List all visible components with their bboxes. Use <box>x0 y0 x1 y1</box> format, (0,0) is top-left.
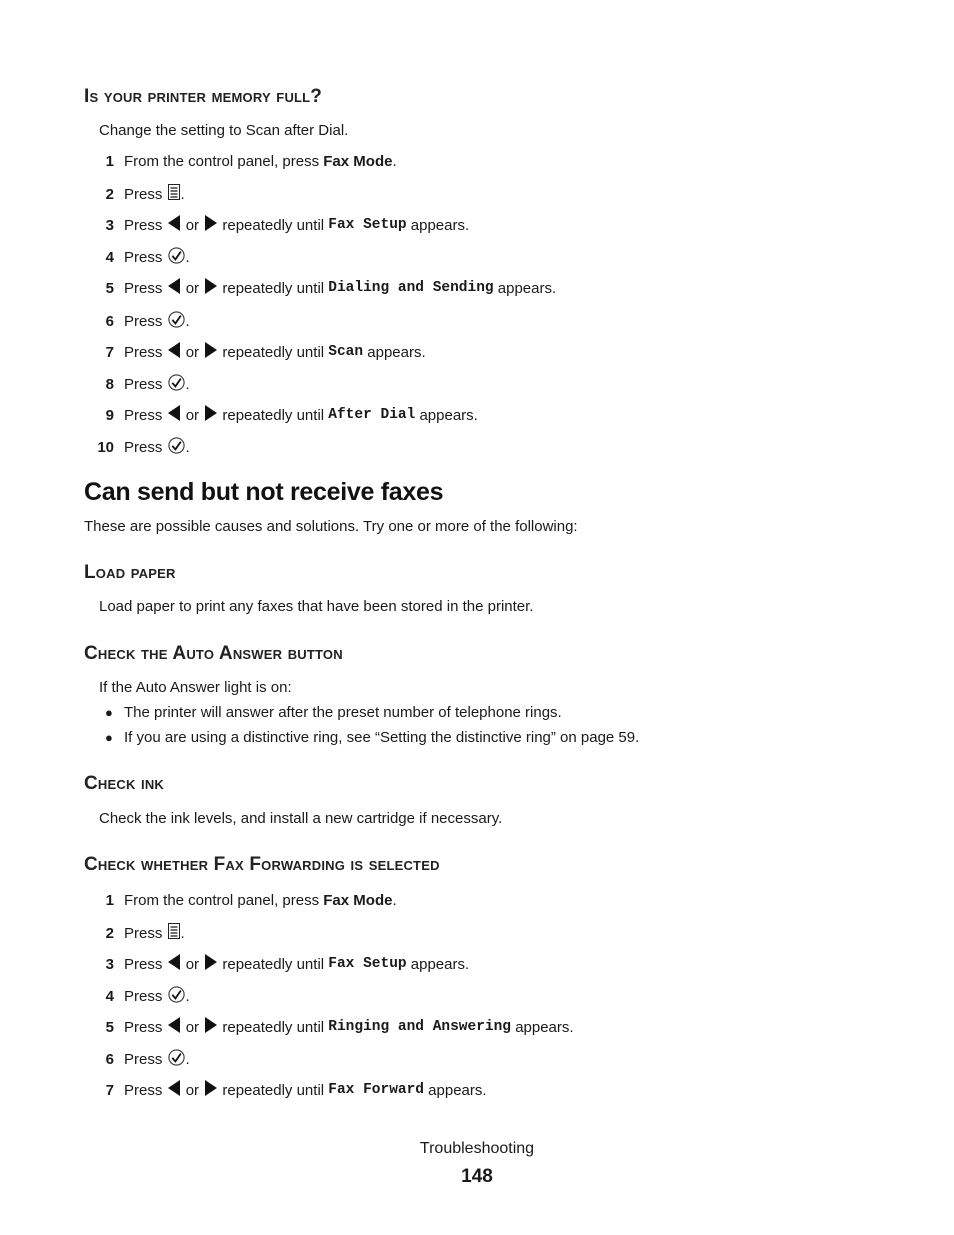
memory-step-7 <box>90 342 426 362</box>
step-text: appears. <box>367 343 426 361</box>
step-number: 9 <box>105 406 114 424</box>
step-or: or <box>185 279 200 297</box>
list-item <box>105 704 562 721</box>
step-number: 6 <box>105 1051 114 1068</box>
step-text: From the control panel, press <box>124 153 324 170</box>
memory-intro: Change the setting to Scan after Dial. <box>99 122 349 139</box>
right-arrow-icon <box>204 278 217 298</box>
load-paper-text: Load paper to print any faxes that have been stored in the printer. <box>99 598 534 615</box>
step-text: . <box>392 892 397 909</box>
right-arrow-icon <box>204 215 217 235</box>
auto-answer-intro: If the Auto Answer light is on: <box>99 679 292 696</box>
step-or: or <box>185 1081 200 1099</box>
memory-step-3 <box>90 215 469 235</box>
left-arrow-icon <box>168 1080 181 1100</box>
left-arrow-icon <box>168 954 181 974</box>
step-text: repeatedly until <box>222 279 325 297</box>
left-arrow-icon <box>168 1017 181 1037</box>
step-or: or <box>185 216 200 234</box>
memory-step-6 <box>90 311 190 332</box>
right-arrow-icon <box>204 1080 217 1100</box>
menu-option: Fax Forward <box>328 1082 424 1098</box>
select-check-icon <box>168 986 185 1007</box>
step-text: Press <box>124 439 167 456</box>
left-arrow-icon <box>168 405 181 425</box>
step-text: . <box>185 376 190 393</box>
step-number: 3 <box>105 955 114 973</box>
step-text: Press <box>124 955 167 973</box>
step-text: Press <box>124 1081 167 1099</box>
select-check-icon <box>168 1049 185 1070</box>
step-text: From the control panel, press <box>124 892 324 909</box>
step-text: appears. <box>410 216 470 234</box>
select-check-icon <box>168 247 185 268</box>
step-text: . <box>185 313 190 330</box>
forward-step-2 <box>90 923 185 943</box>
step-text: Press <box>124 406 167 424</box>
forward-step-7 <box>90 1080 487 1100</box>
bullet-icon: ● <box>105 730 113 745</box>
step-text: repeatedly until <box>222 216 325 234</box>
forward-step-3 <box>90 954 469 974</box>
step-text: Press <box>124 279 167 297</box>
forward-step-4 <box>90 986 190 1007</box>
step-text: repeatedly until <box>222 955 325 973</box>
menu-option: Fax Setup <box>328 217 407 233</box>
step-number: 4 <box>105 988 114 1005</box>
bullet-text: If you are using a distinctive ring, see “Setting the distinctive ring” on page 59. <box>124 729 640 746</box>
step-number: 8 <box>105 376 114 393</box>
step-number: 5 <box>105 279 114 297</box>
heading-fax-forwarding: Check whether Fax Forwarding is selected <box>84 854 440 875</box>
step-number: 1 <box>105 892 114 909</box>
menu-icon <box>168 923 180 943</box>
step-or: or <box>185 343 200 361</box>
step-text: . <box>185 1051 190 1068</box>
right-arrow-icon <box>204 405 217 425</box>
step-number: 7 <box>105 343 114 361</box>
menu-option: Fax Setup <box>328 956 407 972</box>
step-text: Press <box>124 924 167 942</box>
step-text: Press <box>124 1018 167 1036</box>
heading-memory-full: Is your printer memory full? <box>84 86 323 107</box>
step-number: 1 <box>105 153 114 170</box>
bullet-icon: ● <box>105 705 113 720</box>
step-text: repeatedly until <box>222 1018 325 1036</box>
menu-option: Ringing and Answering <box>328 1019 512 1035</box>
memory-step-5 <box>90 278 556 298</box>
memory-step-8 <box>90 374 190 395</box>
memory-step-1 <box>90 153 397 170</box>
step-text: . <box>180 924 185 942</box>
menu-option: Scan <box>328 344 364 360</box>
step-number: 5 <box>105 1018 114 1036</box>
select-check-icon <box>168 311 185 332</box>
step-number: 6 <box>105 313 114 330</box>
step-text: appears. <box>497 279 557 297</box>
menu-icon <box>168 184 180 204</box>
right-arrow-icon <box>204 1017 217 1037</box>
step-text: appears. <box>428 1081 487 1099</box>
step-text: Press <box>124 376 167 393</box>
heading-load-paper: Load paper <box>84 562 176 583</box>
menu-option: Dialing and Sending <box>328 280 494 296</box>
fax-mode-label: Fax Mode <box>323 153 393 170</box>
page-title: Can send but not receive faxes <box>84 478 444 506</box>
footer-section-label: Troubleshooting <box>419 1140 535 1157</box>
step-text: Press <box>124 185 167 203</box>
fax-mode-label: Fax Mode <box>323 892 393 909</box>
step-text: appears. <box>419 406 478 424</box>
left-arrow-icon <box>168 215 181 235</box>
step-text: . <box>392 153 397 170</box>
forward-step-1 <box>90 892 397 909</box>
step-number: 10 <box>97 439 114 456</box>
step-number: 3 <box>105 216 114 234</box>
step-text: repeatedly until <box>222 406 325 424</box>
step-text: . <box>180 185 185 203</box>
bullet-text: The printer will answer after the preset number of telephone rings. <box>124 704 562 721</box>
page-number: 148 <box>461 1166 493 1187</box>
check-ink-text: Check the ink levels, and install a new cartridge if necessary. <box>99 810 503 827</box>
step-text: . <box>185 439 190 456</box>
step-text: appears. <box>515 1018 574 1036</box>
left-arrow-icon <box>168 278 181 298</box>
step-text: appears. <box>410 955 470 973</box>
memory-step-10 <box>90 437 190 458</box>
step-text: repeatedly until <box>222 1081 325 1099</box>
right-arrow-icon <box>204 954 217 974</box>
step-text: Press <box>124 343 167 361</box>
memory-step-9 <box>90 405 478 425</box>
step-text: Press <box>124 216 167 234</box>
memory-step-2 <box>90 184 185 204</box>
step-text: Press <box>124 249 167 266</box>
step-text: Press <box>124 988 167 1005</box>
select-check-icon <box>168 374 185 395</box>
step-text: repeatedly until <box>222 343 325 361</box>
step-text: Press <box>124 1051 167 1068</box>
memory-step-4 <box>90 247 190 268</box>
main-intro: These are possible causes and solutions. Try one or more of the following: <box>84 518 578 535</box>
right-arrow-icon <box>204 342 217 362</box>
step-number: 7 <box>105 1081 114 1099</box>
step-or: or <box>185 406 200 424</box>
forward-step-6 <box>90 1049 190 1070</box>
menu-option: After Dial <box>328 407 416 423</box>
step-number: 4 <box>105 249 114 266</box>
step-text: . <box>185 988 190 1005</box>
heading-check-ink: Check ink <box>84 773 165 794</box>
step-text: . <box>185 249 190 266</box>
heading-auto-answer: Check the Auto Answer button <box>84 643 343 664</box>
step-number: 2 <box>105 185 114 203</box>
left-arrow-icon <box>168 342 181 362</box>
step-text: Press <box>124 313 167 330</box>
step-or: or <box>185 1018 200 1036</box>
select-check-icon <box>168 437 185 458</box>
list-item <box>105 729 639 746</box>
forward-step-5 <box>90 1017 574 1037</box>
step-or: or <box>185 955 200 973</box>
step-number: 2 <box>105 924 114 942</box>
